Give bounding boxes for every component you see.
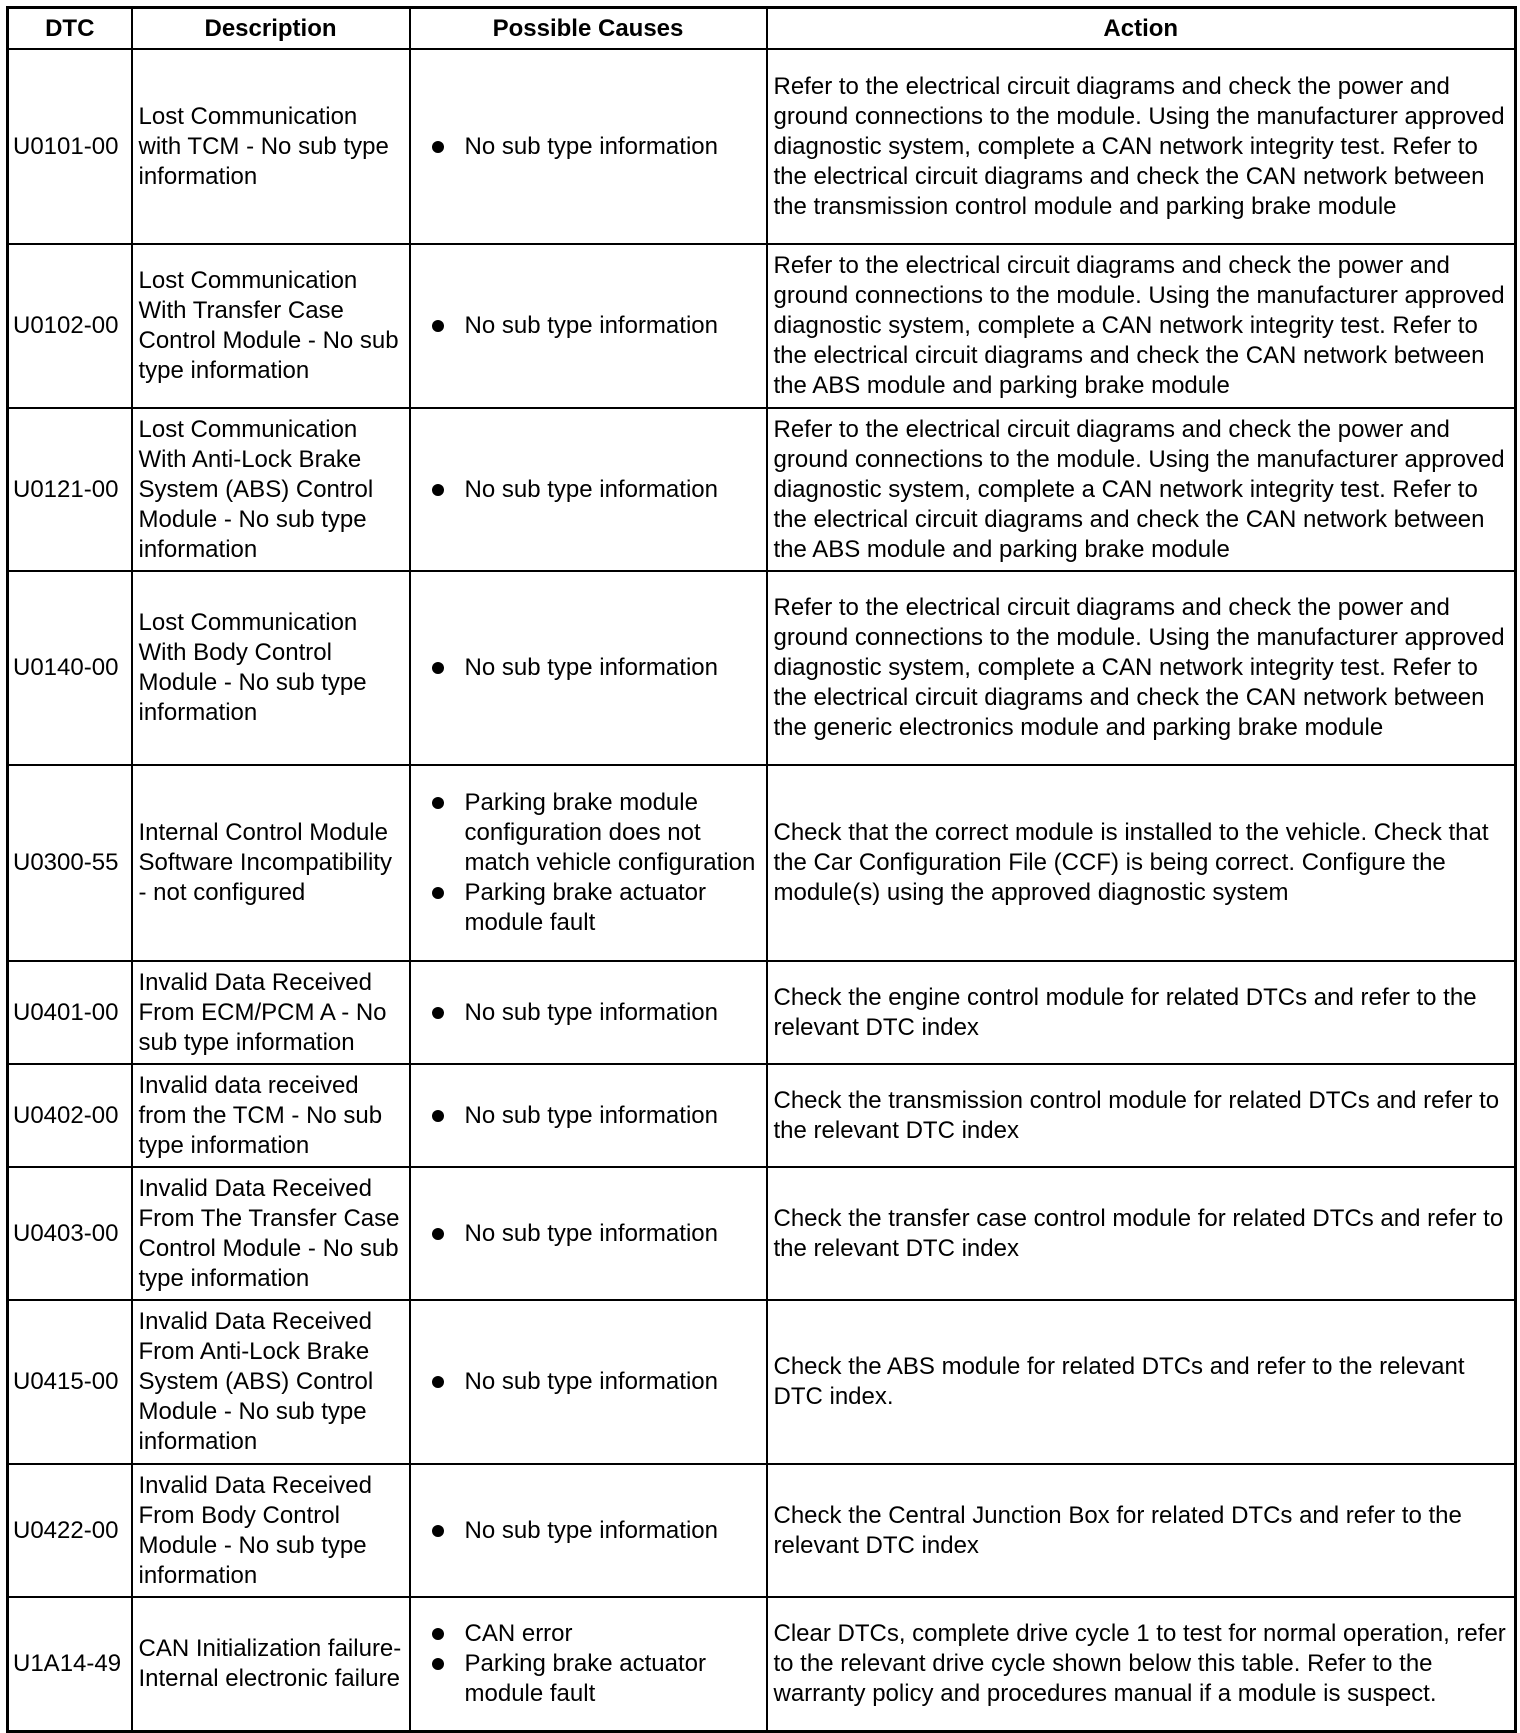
dtc-table-container: [6, 6, 1517, 1733]
dtc-action: Check the transfer case control module for related DTCs and refer to the relevant DTC index: [767, 1167, 1516, 1300]
header-dtc: DTC: [8, 8, 132, 50]
possible-causes: [410, 408, 767, 571]
cause-item: No sub type information: [465, 1516, 760, 1546]
header-description: Description: [132, 8, 410, 50]
dtc-code: U0402-00: [8, 1064, 132, 1167]
dtc-description: Invalid data received from the TCM - No sub type information: [132, 1064, 410, 1167]
dtc-description: Invalid Data Received From Anti-Lock Brake System (ABS) Control Module - No sub type information: [132, 1300, 410, 1464]
dtc-description: Lost Communication with TCM - No sub type information: [132, 49, 410, 244]
table-row: [8, 244, 1516, 408]
dtc-code: U0415-00: [8, 1300, 132, 1464]
table-row: [8, 1464, 1516, 1597]
cause-item: No sub type information: [465, 132, 760, 162]
table-row: [8, 49, 1516, 244]
dtc-action: Clear DTCs, complete drive cycle 1 to test for normal operation, refer to the relevant drive cycle shown below this table. Refer to the warranty policy and procedures manual if a module is suspect.: [767, 1597, 1516, 1731]
cause-item: CAN error: [465, 1619, 760, 1649]
dtc-description: Lost Communication With Anti-Lock Brake System (ABS) Control Module - No sub type information: [132, 408, 410, 571]
cause-item: No sub type information: [465, 1101, 760, 1131]
cause-item: No sub type information: [465, 653, 760, 683]
possible-causes: [410, 244, 767, 408]
possible-causes: [410, 961, 767, 1064]
cause-item: No sub type information: [465, 311, 760, 341]
table-row: [8, 765, 1516, 961]
dtc-action: Check the ABS module for related DTCs and refer to the relevant DTC index.: [767, 1300, 1516, 1464]
dtc-description: Invalid Data Received From ECM/PCM A - No sub type information: [132, 961, 410, 1064]
dtc-code: U0140-00: [8, 571, 132, 765]
table-row: [8, 1597, 1516, 1731]
dtc-action: Check the transmission control module for related DTCs and refer to the relevant DTC index: [767, 1064, 1516, 1167]
dtc-code: U0102-00: [8, 244, 132, 408]
dtc-code: U0121-00: [8, 408, 132, 571]
cause-item: Parking brake actuator module fault: [465, 1649, 760, 1709]
header-possible-causes: Possible Causes: [410, 8, 767, 50]
dtc-description: CAN Initialization failure- Internal electronic failure: [132, 1597, 410, 1731]
possible-causes: [410, 1167, 767, 1300]
dtc-action: Check the Central Junction Box for related DTCs and refer to the relevant DTC index: [767, 1464, 1516, 1597]
dtc-description: Internal Control Module Software Incompatibility - not configured: [132, 765, 410, 961]
dtc-description: Lost Communication With Body Control Module - No sub type information: [132, 571, 410, 765]
dtc-description: Invalid Data Received From The Transfer Case Control Module - No sub type information: [132, 1167, 410, 1300]
dtc-action: Refer to the electrical circuit diagrams and check the power and ground connections to the module. Using the manufacturer approved diagnostic system, complete a CAN network integrity test. Refer to the electrical circuit diagrams and check the CAN network between the generic electronics module and parking brake module: [767, 571, 1516, 765]
table-row: [8, 1064, 1516, 1167]
header-action: Action: [767, 8, 1516, 50]
dtc-code: U0422-00: [8, 1464, 132, 1597]
possible-causes: [410, 571, 767, 765]
dtc-code: U0403-00: [8, 1167, 132, 1300]
dtc-table: [6, 6, 1517, 1733]
possible-causes: [410, 1300, 767, 1464]
table-row: [8, 1300, 1516, 1464]
dtc-code: U1A14-49: [8, 1597, 132, 1731]
cause-item: Parking brake module configuration does not match vehicle configuration: [465, 788, 760, 878]
cause-item: No sub type information: [465, 475, 760, 505]
dtc-action: Refer to the electrical circuit diagrams and check the power and ground connections to the module. Using the manufacturer approved diagnostic system, complete a CAN network integrity test. Refer to the electrical circuit diagrams and check the CAN network between the transmission control module and parking brake module: [767, 49, 1516, 244]
possible-causes: [410, 49, 767, 244]
dtc-description: Invalid Data Received From Body Control Module - No sub type information: [132, 1464, 410, 1597]
table-row: [8, 961, 1516, 1064]
cause-item: Parking brake actuator module fault: [465, 878, 760, 938]
dtc-description: Lost Communication With Transfer Case Control Module - No sub type information: [132, 244, 410, 408]
possible-causes: [410, 1064, 767, 1167]
possible-causes: [410, 765, 767, 961]
table-row: [8, 408, 1516, 571]
dtc-action: Refer to the electrical circuit diagrams and check the power and ground connections to the module. Using the manufacturer approved diagnostic system, complete a CAN network integrity test. Refer to the electrical circuit diagrams and check the CAN network between the ABS module and parking brake module: [767, 408, 1516, 571]
possible-causes: [410, 1464, 767, 1597]
cause-item: No sub type information: [465, 1219, 760, 1249]
cause-item: No sub type information: [465, 998, 760, 1028]
possible-causes: [410, 1597, 767, 1731]
dtc-code: U0101-00: [8, 49, 132, 244]
dtc-code: U0300-55: [8, 765, 132, 961]
table-row: [8, 571, 1516, 765]
table-row: [8, 1167, 1516, 1300]
dtc-action: Refer to the electrical circuit diagrams and check the power and ground connections to the module. Using the manufacturer approved diagnostic system, complete a CAN network integrity test. Refer to the electrical circuit diagrams and check the CAN network between the ABS module and parking brake module: [767, 244, 1516, 408]
dtc-code: U0401-00: [8, 961, 132, 1064]
header-row: [8, 8, 1516, 50]
dtc-action: Check that the correct module is installed to the vehicle. Check that the Car Configuration File (CCF) is being correct. Configure the module(s) using the approved diagnostic system: [767, 765, 1516, 961]
dtc-action: Check the engine control module for related DTCs and refer to the relevant DTC index: [767, 961, 1516, 1064]
cause-item: No sub type information: [465, 1367, 760, 1397]
